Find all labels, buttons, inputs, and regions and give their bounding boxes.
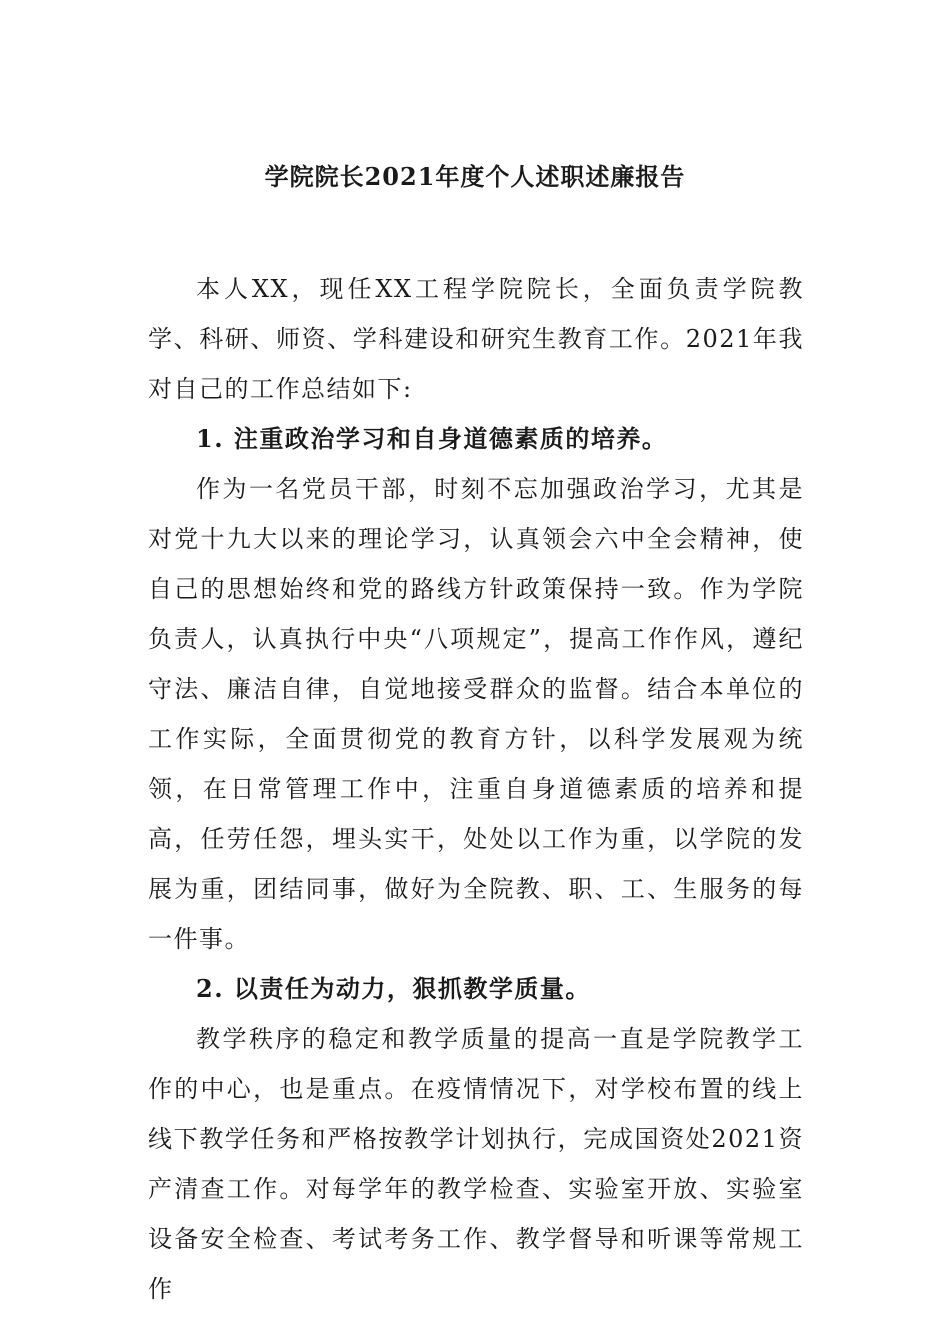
intro-paragraph: 本人XX，现任XX工程学院院长，全面负责学院教学、科研、师资、学科建设和研究生教育工作。2021年我对自己的工作总结如下: <box>148 275 804 403</box>
page-title: 学院院长2021年度个人述职述廉报告 <box>264 162 686 191</box>
section-2-heading: 2. 以责任为动力，狠抓教学质量。 <box>196 974 591 1003</box>
section-1-paragraph: 作为一名党员干部，时刻不忘加强政治学习，尤其是对党十九大以来的理论学习，认真领会六中全会精神，使自己的思想始终和党的路线方针政策保持一致。作为学院负责人，认真执行中央“八项规定”，提高工作作风，遵纪守法、廉洁自律，自觉地接受群众的监督。结合本单位的工作实际，全面贯彻党的教育方针，以科学发展观为统领，在日常管理工作中，注重自身道德素质的培养和提高，任劳任怨，埋头实干，处处以工作为重，以学院的发展为重，团结同事，做好为全院教、职、工、生服务的每一件事。 <box>148 475 804 953</box>
section-1-heading: 1. 注重政治学习和自身道德素质的培养。 <box>196 424 668 453</box>
document-body <box>148 264 804 1314</box>
section-2-paragraph: 教学秩序的稳定和教学质量的提高一直是学院教学工作的中心，也是重点。在疫情情况下，对学校布置的线上线下教学任务和严格按教学计划执行，完成国资处2021资产清查工作。对每学年的教学检查、实验室开放、实验室设备安全检查、考试考务工作、教学督导和听课等常规工作 <box>148 1025 804 1303</box>
